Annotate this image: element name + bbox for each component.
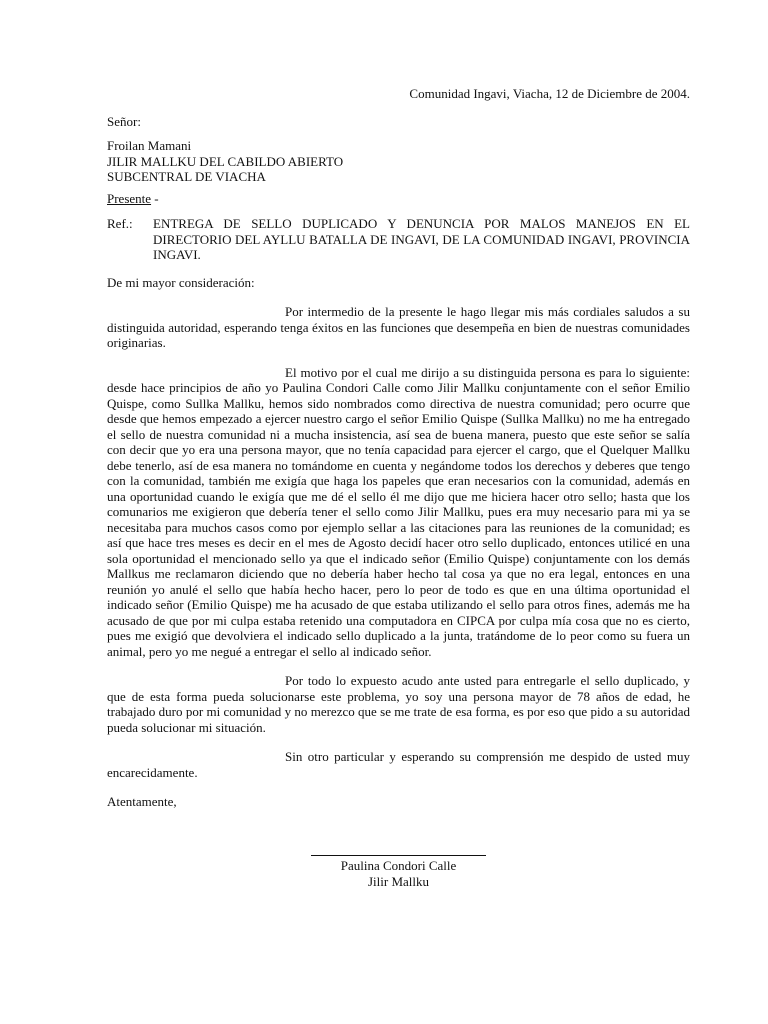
signature-block [311, 855, 486, 889]
letter-body [107, 86, 690, 810]
closing: Atentamente, [107, 794, 177, 809]
recipient-block [107, 138, 690, 185]
presente-line [107, 191, 690, 207]
greeting: De mi mayor consideración: [107, 274, 255, 290]
paragraph-farewell: Sin otro particular y esperando su comprensión me despido de usted muy encarecidamente. [107, 749, 690, 780]
reference-block [107, 216, 690, 263]
presente-suffix: - [151, 190, 159, 206]
recipient-name: Froilan Mamani [107, 138, 192, 153]
reference-label: Ref.: [107, 216, 133, 231]
paragraph-motive: El motivo por el cual me dirijo a su distinguida persona es para lo siguiente: desde hace principios de año yo Paulina Condori Calle como Jilir Mallku conjuntamente con el señor Emilio Quispe, como Sullka Mallku, hemos sido nombrados como directiva de nuestra comunidad; pero ocurre que desde que hemos empezado a ejercer nuestro cargo el señor Emilio Quispe (Sullka Mallku) no me ha entregado el sello de nuestra comunidad ni a mucha insistencia, así sea de buena manera, puesto que este señor se salía con decir que yo era una persona mayor, que no tenía capacidad para ejercer el cargo, que el Quelquer Mallku debe tenerlo, así de esa manera no tomándome en cuenta y negándome todos los derechos y deberes que tengo con la comunidad, también me exigía que haga los papeles que eran necesarios con la comunidad, además en una oportunidad cuando le exigía que me dé el sello él me dijo que me hiciera hacer otro sello; hasta que los comunarios me exigieron que debería tener el sello como Jilir Mallku, pues era muy necesario para mi ya se necesitaba para muchos casos como por ejemplo sellar a las citaciones para las reuniones de la comunidad; es así que hace tres meses es decir en el mes de Agosto decidí hacer otro sello duplicado, entonces utilicé en una sola oportunidad el mencionado sello ya que el indicado señor (Emilio Quispe) conjuntamente con los demás Mallkus me reclamaron diciendo que no debería haber hecho tal cosa ya que no era legal, entonces en una reunión yo anulé el sello que había hecho hacer, pero lo peor de todo es que en una última oportunidad el indicado señor (Emilio Quispe) me ha acusado de que estaba utilizando el sello para otros fines, además me ha acusado de que por mi culpa estaba retenido una computadora en CIPCA por culpa mía cosa que no es cierto, pues me exigió que devolviera el indicado sello duplicado a la junta, tratándome de lo peor como su fuera un animal, pero yo me negué a entregar el sello al indicado señor. [107, 364, 690, 659]
recipient-office: SUBCENTRAL DE VIACHA [107, 169, 266, 184]
recipient-title: JILIR MALLKU DEL CABILDO ABIERTO [107, 153, 344, 169]
salutation: Señor: [107, 113, 141, 129]
reference-text: ENTREGA DE SELLO DUPLICADO Y DENUNCIA POR MALOS MANEJOS EN EL DIRECTORIO DEL AYLLU BATALLA DE INGAVI, DE LA COMUNIDAD INGAVI, PROVINCIA INGAVI. [153, 216, 690, 262]
letter-date: Comunidad Ingavi, Viacha, 12 de Diciembre de 2004. [409, 86, 690, 101]
paragraph-intro: Por intermedio de la presente le hago llegar mis más cordiales saludos a su distinguida autoridad, esperando tenga éxitos en las funciones que desempeña en bien de nuestras comunidades originarias. [107, 304, 690, 350]
presente-label: Presente [107, 190, 152, 206]
signature-line [311, 855, 486, 856]
signature-role: Jilir Mallku [367, 873, 430, 889]
signature-name: Paulina Condori Calle [340, 858, 457, 873]
paragraph-request: Por todo lo expuesto acudo ante usted para entregarle el sello duplicado, y que de esta forma pueda solucionarse este problema, yo soy una persona mayor de 78 años de edad, he trabajado duro por mi comunidad y no merezco que se me trate de esa forma, es por eso que pido a su autoridad pueda solucionar mi situación. [107, 673, 690, 735]
